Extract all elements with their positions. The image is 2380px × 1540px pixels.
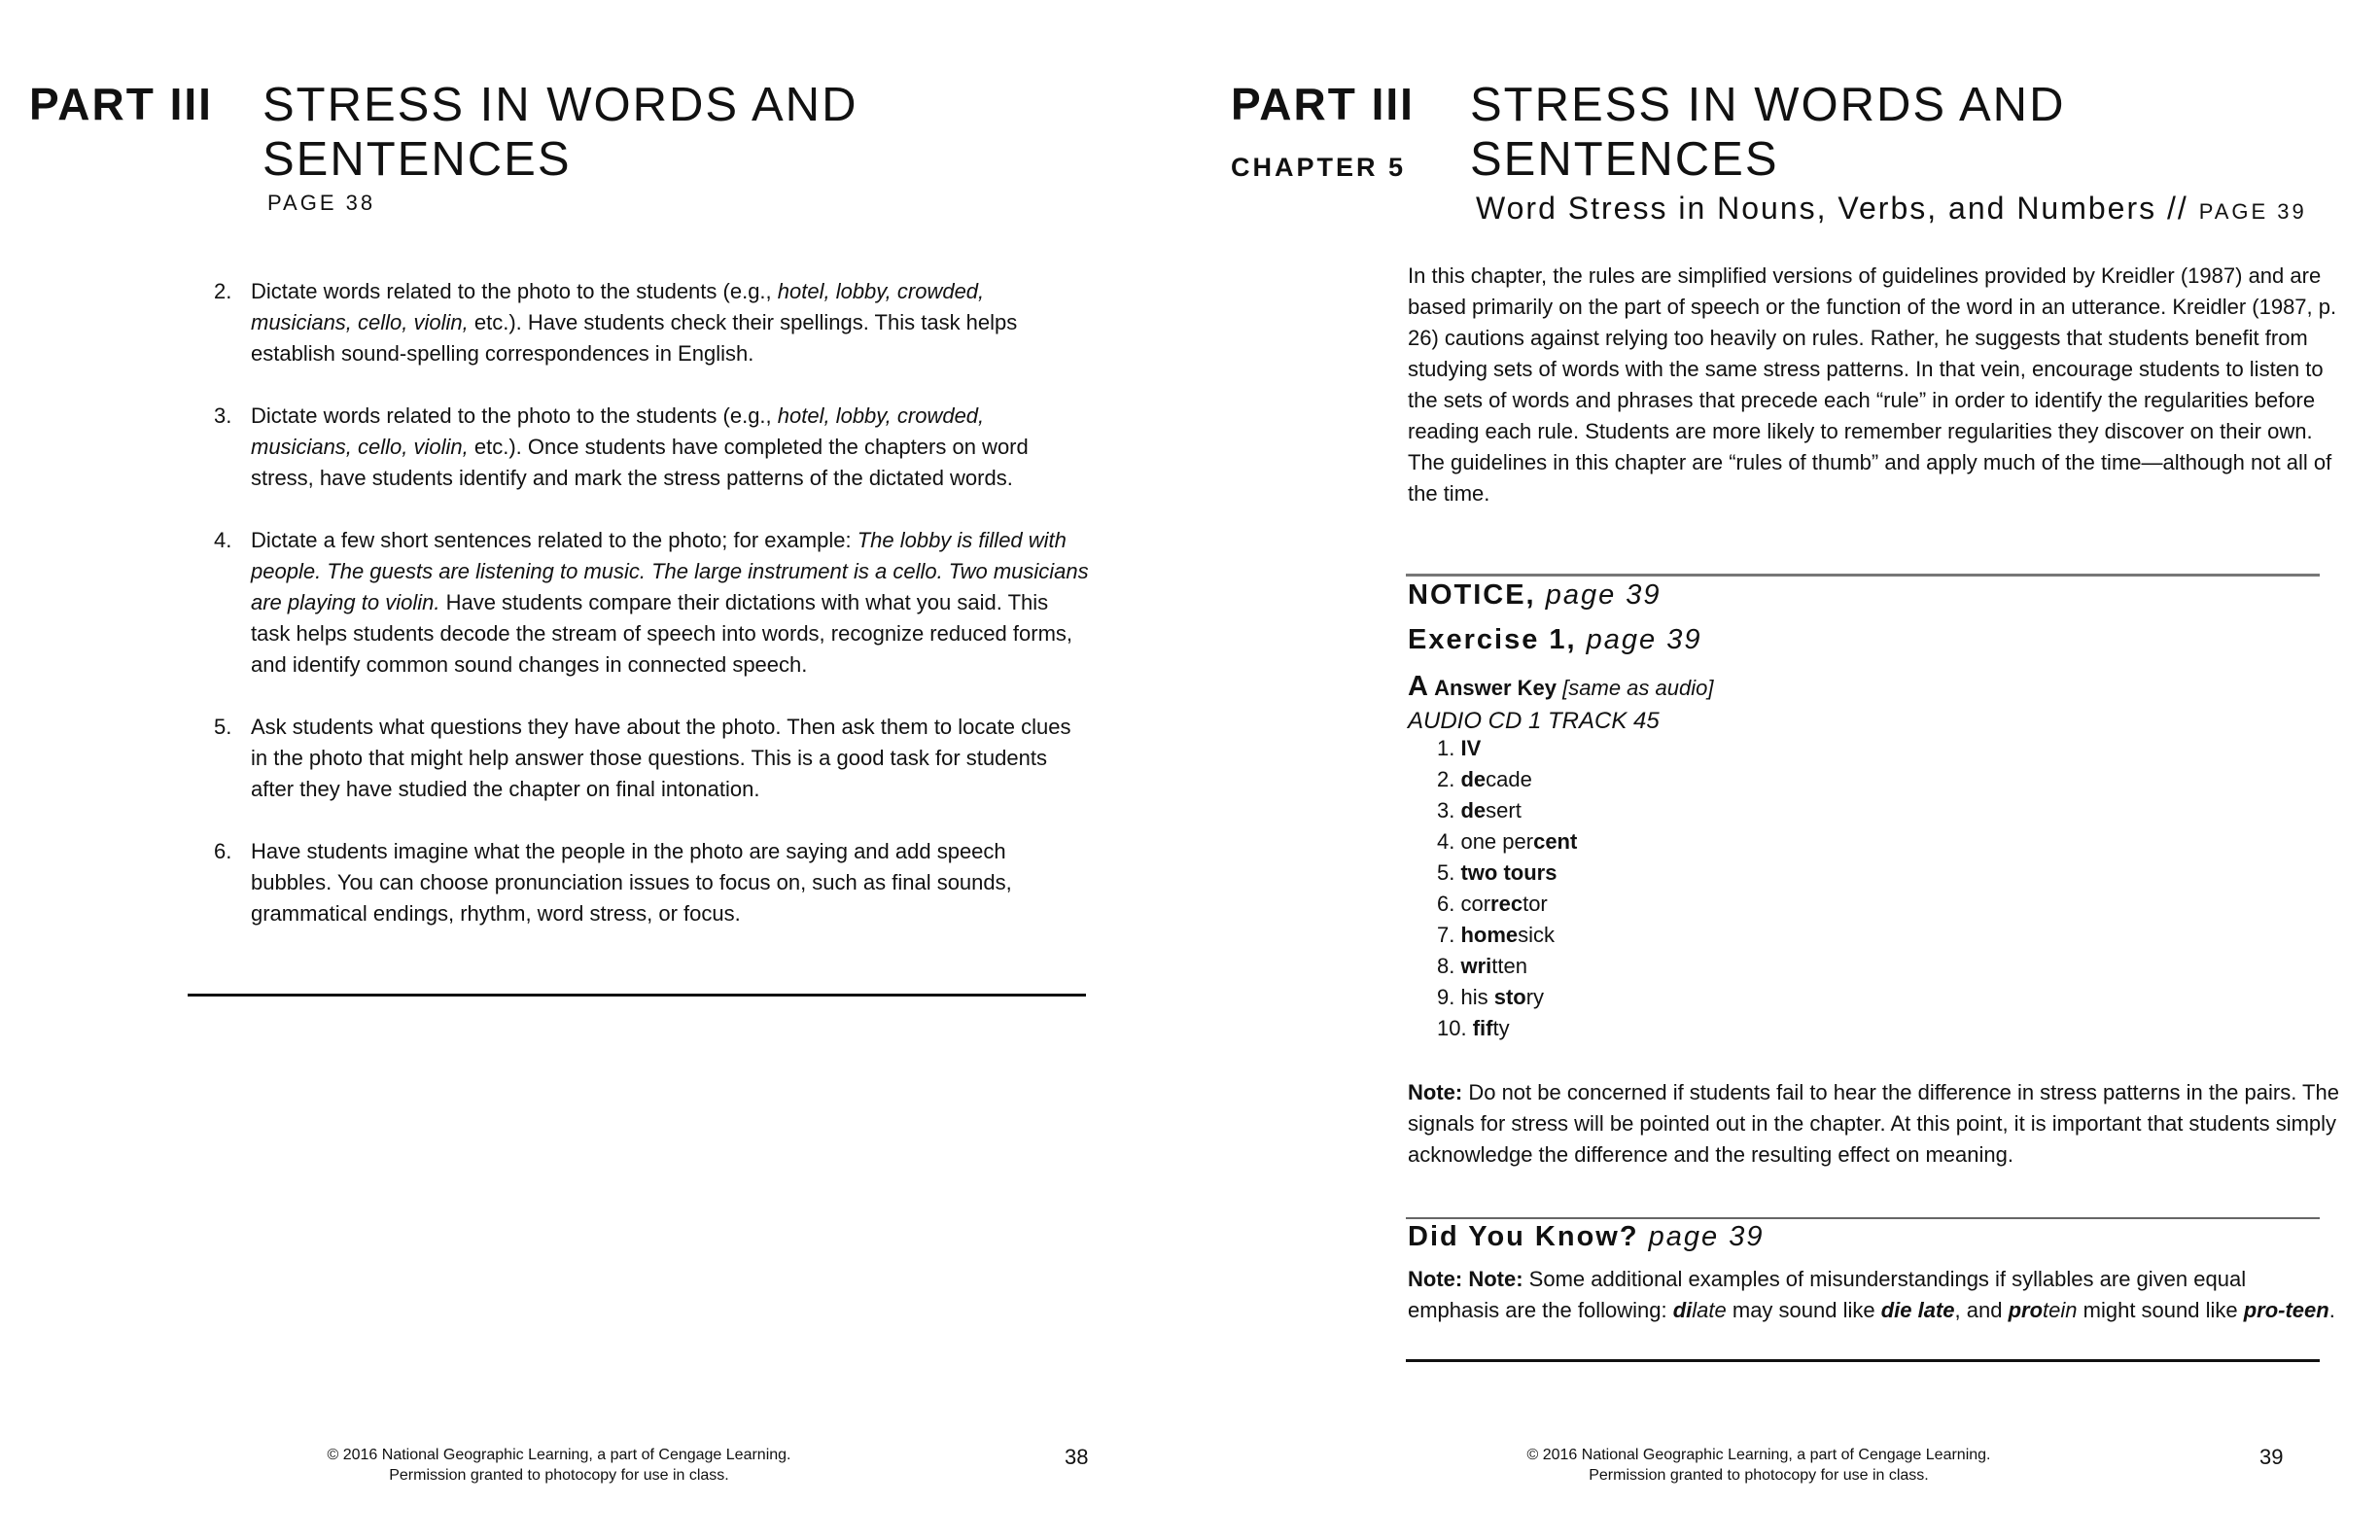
- list-item-number: 4.: [214, 528, 232, 552]
- exercise-page: page 39: [1586, 624, 1702, 655]
- answer-item: 1. IV: [1437, 736, 1482, 760]
- list-item-text: Dictate words related to the photo to the students (e.g., hotel, lobby, crowded, musicians, cello, violin, etc.). Once students have completed the chapters on word stress, have students identify and mark the stress patterns of the dictated words.: [251, 403, 1029, 490]
- part-title-line2: SENTENCES: [1470, 133, 1779, 186]
- page-ref: PAGE 39: [2198, 199, 2307, 224]
- chapter-label: CHAPTER 5: [1231, 153, 1407, 182]
- answer-item: 4. one percent: [1437, 829, 1578, 854]
- answer-item: 8. written: [1437, 954, 1527, 978]
- chapter-subtitle-text: Word Stress in Nouns, Verbs, and Numbers //: [1476, 191, 2188, 226]
- notice-heading: [1408, 579, 1662, 612]
- part-title-line1: STRESS IN WORDS AND: [262, 79, 858, 131]
- list-item: [214, 525, 1089, 681]
- list-item: [214, 401, 1089, 494]
- list-item-number: 5.: [214, 715, 232, 739]
- copyright-line1: © 2016 National Geographic Learning, a part of Cengage Learning.: [1526, 1447, 1991, 1463]
- activity-list: [214, 276, 1089, 961]
- answer-item: 2. decade: [1437, 767, 1532, 791]
- part-label: PART III: [1231, 79, 1415, 129]
- audio-track: AUDIO CD 1 TRACK 45: [1408, 708, 1660, 734]
- answer-item: 5. two tours: [1437, 860, 1558, 885]
- section-divider: [1406, 574, 2320, 577]
- page-ref: PAGE 38: [267, 191, 376, 215]
- answer-list: [1437, 733, 1923, 1044]
- copyright-line2: Permission granted to photocopy for use in class.: [1589, 1467, 1929, 1484]
- list-item-number: 2.: [214, 279, 232, 303]
- did-you-know-title: Did You Know?: [1408, 1221, 1639, 1252]
- exercise-title: Exercise 1,: [1408, 624, 1577, 655]
- answer-key-label: Answer Key: [1434, 676, 1558, 700]
- did-you-know-note: Note: Note: Some additional examples of misunderstandings if syllables are given equal emphasis are the following: dilate may sound like die late, and protein might sound like pro-teen.: [1408, 1267, 2335, 1322]
- page-number: 38: [1065, 1445, 1089, 1469]
- copyright-line1: © 2016 National Geographic Learning, a part of Cengage Learning.: [327, 1447, 791, 1463]
- answer-item: 10. fifty: [1437, 1016, 1510, 1040]
- copyright-line2: Permission granted to photocopy for use in class.: [389, 1467, 729, 1484]
- part-title-line1: STRESS IN WORDS AND: [1470, 79, 2066, 131]
- page-number: 39: [2259, 1445, 2284, 1469]
- answer-item: 6. corrector: [1437, 892, 1548, 916]
- list-item-text: Have students imagine what the people in the photo are saying and add speech bubbles. You can choose pronunciation issues to focus on, such as final sounds, grammatical endings, rhythm, word stress, or focus.: [251, 839, 1012, 926]
- answer-letter: A: [1408, 671, 1428, 702]
- list-item-text: Dictate a few short sentences related to the photo; for example: The lobby is filled with people. The guests are listening to music. The large instrument is a cello. Two musicians are playing to violin. Have students compare their dictations with what you said. This task helps students decode the stream of speech into words, recognize reduced forms, and identify common sound changes in connected speech.: [251, 528, 1089, 677]
- list-item-text: Ask students what questions they have about the photo. Then ask them to locate clues in the photo that might help answer those questions. This is a good task for students after they have studied the chapter on final intonation.: [251, 715, 1071, 801]
- section-divider: [188, 994, 1086, 997]
- copyright-footer: [272, 1445, 846, 1486]
- did-you-know-page: page 39: [1648, 1221, 1765, 1252]
- answer-item: 7. homesick: [1437, 923, 1556, 947]
- answer-item: 9. his story: [1437, 985, 1545, 1009]
- note-paragraph: Note: Do not be concerned if students fail to hear the difference in stress patterns in the pairs. The signals for stress will be pointed out in the chapter. At this point, it is important that students simply acknowledge the difference and the resulting effect on meaning.: [1408, 1080, 2339, 1167]
- part-title-line2: SENTENCES: [262, 133, 572, 186]
- did-you-know-heading: [1408, 1221, 1764, 1253]
- section-divider: [1406, 1217, 2320, 1219]
- notice-title: NOTICE,: [1408, 579, 1536, 611]
- exercise-heading: [1408, 624, 1701, 656]
- list-item: [214, 276, 1089, 369]
- notice-page: page 39: [1545, 579, 1662, 611]
- intro-paragraph: In this chapter, the rules are simplified versions of guidelines provided by Kreidler (1987) and are based primarily on the part of speech or the function of the word in an utterance. Kreidler (1987, p. 26) cautions against relying too heavily on rules. Rather, he suggests that students benefit from studying sets of words with the same stress patterns. In that vein, encourage students to listen to the sets of words and phrases that precede each “rule” in order to identify the regularities before reading each rule. Students are more likely to remember regularities they discover on their own. The guidelines in this chapter are “rules of thumb” and apply much of the time—although not all of the time.: [1408, 263, 2337, 506]
- list-item-text: Dictate words related to the photo to the students (e.g., hotel, lobby, crowded, musicians, cello, violin, etc.). Have students check their spellings. This task helps establish sound-spelling correspondences in English.: [251, 279, 1018, 366]
- section-divider: [1406, 1359, 2320, 1362]
- part-label: PART III: [29, 79, 213, 129]
- list-item: [214, 712, 1089, 805]
- list-item-number: 3.: [214, 403, 232, 428]
- answer-key-note: [same as audio]: [1562, 676, 1714, 700]
- list-item-number: 6.: [214, 839, 232, 863]
- chapter-subtitle: [1476, 191, 2307, 227]
- answer-key-heading: [1408, 671, 1713, 703]
- copyright-footer: [1472, 1445, 2046, 1486]
- answer-item: 3. desert: [1437, 798, 1522, 822]
- list-item: [214, 836, 1089, 929]
- right-page: [1190, 0, 2380, 1540]
